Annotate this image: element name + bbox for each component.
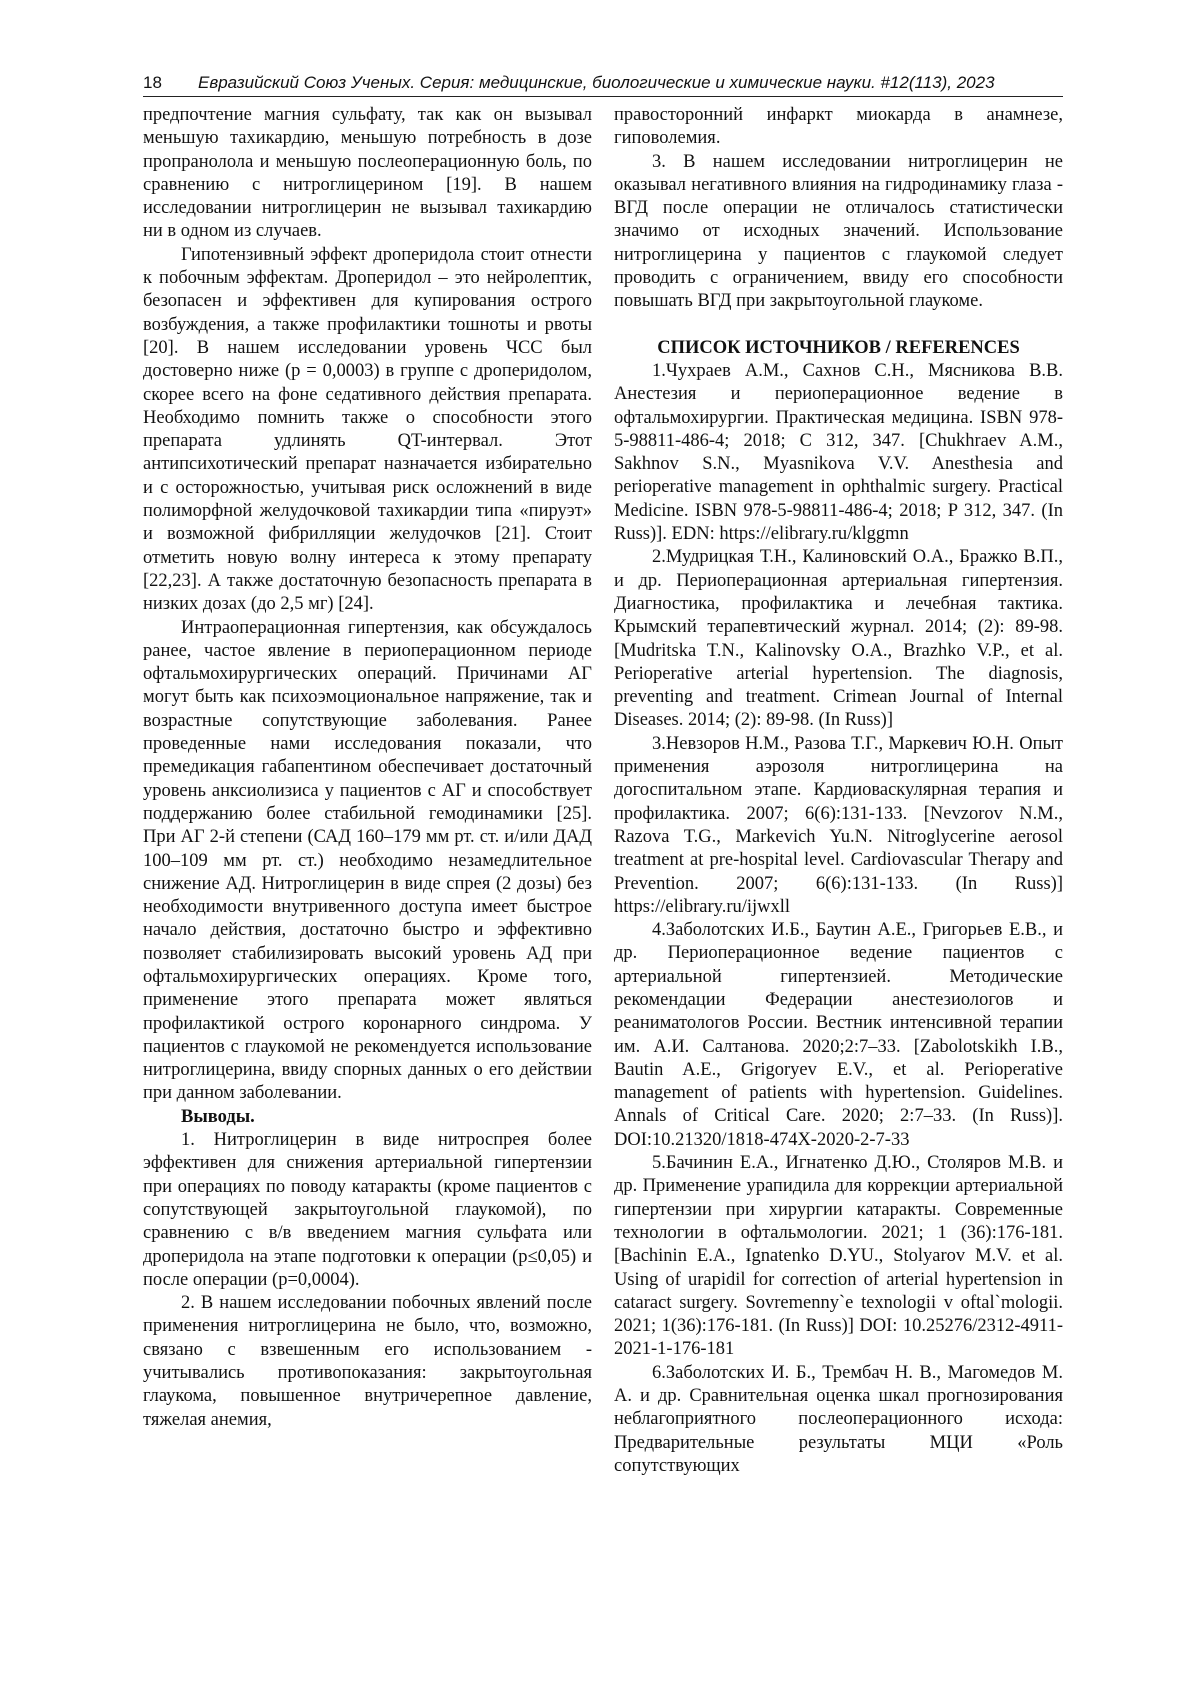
right-column [614, 104, 1063, 1478]
reference-item: 3.Невзоров Н.М., Разова Т.Г., Маркевич Ю.Н. Опыт применения аэрозоля нитроглицерина на догоспитальном этапе. Кардиоваскулярная терапия и профилактика. 2007; 6(6):131-133. [Nevzorov N.M., Razova T.G., Markevich Yu.N. Nitroglycerine aerosol treatment at pre-hospital level. Cardiovascular Therapy and Prevention. 2007; 6(6):131-133. (In Russ)] https://elibrary.ru/ijwxll [614, 733, 1063, 919]
conclusion-item: 1. Нитроглицерин в виде нитроспрея более эффективен для снижения артериальной гипертензии при операциях по поводу катаракты (кроме пациентов с сопутствующей закрытоугольной глаукомой), по сравнению с в/в введением магния сульфата или дроперидола на этапе подготовки к операции (p≤0,05) и после операции (p=0,0004). [143, 1129, 592, 1292]
body-paragraph: Гипотензивный эффект дроперидола стоит отнести к побочным эффектам. Дроперидол – это нейролептик, безопасен и эффективен для купирования острого возбуждения, а также профилактики тошноты и рвоты [20]. В нашем исследовании уровень ЧСС был достоверно ниже (p = 0,0003) в группе с дроперидолом, скорее всего на фоне седативного действия препарата. Необходимо помнить также о способности этого препарата удлинять QT-интервал. Этот антипсихотический препарат назначается избирательно и с осторожностью, учитывая риск осложнений в виде полиморфной желудочковой тахикардии типа «пируэт» и возможной фибрилляции желудочков [21]. Стоит отметить новую волну интереса к этому препарату [22,23]. А также достаточную безопасность препарата в низких дозах (до 2,5 мг) [24]. [143, 244, 592, 617]
reference-item: 1.Чухраев А.М., Сахнов С.Н., Мясникова В.В. Анестезия и периоперационное ведение в офтальмохирургии. Практическая медицина. ISBN 978-5-98811-486-4; 2018; С 312, 347. [Chukhraev A.M., Sakhnov S.N., Myasnikova V.V. Anesthesia and perioperative management in ophthalmic surgery. Practical Medicine. ISBN 978-5-98811-486-4; 2018; P 312, 347. (In Russ)]. EDN: https://elibrary.ru/klggmn [614, 360, 1063, 546]
body-paragraph: Интраоперационная гипертензия, как обсуждалось ранее, частое явление в периоперационном периоде офтальмохирургических операций. Причинами АГ могут быть как психоэмоциональное напряжение, так и возрастные сопутствующие заболевания. Ранее проведенные нами исследования показали, что премедикация габапентином обеспечивает достаточный уровень анксиолизиса у пациентов с АГ и способствует поддержанию более стабильной гемодинамики [25]. При АГ 2-й степени (САД 160–179 мм рт. ст. и/или ДАД 100–109 мм рт. ст.) необходимо незамедлительное снижение АД. Нитроглицерин в виде спрея (2 дозы) без необходимости внутривенного доступа имеет быстрое начало действия, достаточно быстро и эффективно позволяет стабилизировать высокий уровень АД при офтальмохирургических операциях. Кроме того, применение этого препарата может являться профилактикой острого коронарного синдрома. У пациентов с глаукомой не рекомендуется использование нитроглицерина, ввиду спорных данных о его действии при данном заболевании. [143, 617, 592, 1106]
reference-item: 5.Бачинин Е.А., Игнатенко Д.Ю., Столяров М.В. и др. Применение урапидила для коррекции артериальной гипертензии при хирургии катаракты. Современные технологии в офтальмологии. 2021; 1 (36):176-181. [Bachinin E.A., Ignatenko D.YU., Stolyarov M.V. et al. Using of urapidil for correction of arterial hypertension in cataract surgery. Sovremenny`e texnologii v oftal`mologii. 2021; 1(36):176-181. (In Russ)] DOI: 10.25276/2312-4911-2021-1-176-181 [614, 1152, 1063, 1362]
references-title: СПИСОК ИСТОЧНИКОВ / REFERENCES [614, 337, 1063, 360]
reference-item: 6.Заболотских И. Б., Трембач Н. В., Магомедов М. А. и др. Сравнительная оценка шкал прогнозирования неблагоприятного послеоперационного исхода: Предварительные результаты МЦИ «Роль сопутствующих [614, 1362, 1063, 1478]
conclusions-heading: Выводы. [143, 1106, 592, 1129]
page-number: 18 [143, 72, 198, 94]
body-paragraph: предпочтение магния сульфату, так как он вызывал меньшую тахикардию, меньшую потребность в дозе пропранолола и меньшую послеоперационную боль, по сравнению с нитроглицерином [19]. В нашем исследовании нитроглицерин не вызывал тахикардию ни в одном из случаев. [143, 104, 592, 244]
header-rule [143, 96, 1063, 97]
journal-page [0, 0, 1200, 1697]
reference-item: 2.Мудрицкая Т.Н., Калиновский О.А., Бражко В.П., и др. Периоперационная артериальная гипертензия. Диагностика, профилактика и лечебная тактика. Крымский терапевтический журнал. 2014; (2): 89-98. [Mudritska T.N., Kalinovsky O.A., Brazhko V.P., et al. Perioperative arterial hypertension. The diagnosis, preventing and treatment. Crimean Journal of Internal Diseases. 2014; (2): 89-98. (In Russ)] [614, 546, 1063, 732]
body-paragraph: правосторонний инфаркт миокарда в анамнезе, гиповолемия. [614, 104, 1063, 151]
reference-item: 4.Заболотских И.Б., Баутин А.Е., Григорьев Е.В., и др. Периоперационное ведение пациентов с артериальной гипертензией. Методические рекомендации Федерации анестезиологов и реаниматологов России. Вестник интенсивной терапии им. А.И. Салтанова. 2020;2:7–33. [Zabolotskikh I.B., Bautin A.E., Grigoryev E.V., et al. Perioperative management of patients with hypertension. Guidelines. Annals of Critical Care. 2020; 2:7–33. (In Russ)]. DOI:10.21320/1818-474X-2020-2-7-33 [614, 919, 1063, 1152]
conclusion-item: 3. В нашем исследовании нитроглицерин не оказывал негативного влияния на гидродинамику глаза - ВГД после операции не отличалось статистически значимо от исходных значений. Использование нитроглицерина у пациентов с глаукомой следует проводить с ограничением, ввиду его способности повышать ВГД при закрытоугольной глаукоме. [614, 151, 1063, 314]
journal-title: Евразийский Союз Ученых. Серия: медицинские, биологические и химические науки. #12(113), 2023 [198, 73, 995, 92]
left-column [143, 104, 592, 1432]
conclusion-item: 2. В нашем исследовании побочных явлений после применения нитроглицерина не было, что, возможно, связано с взвешенным его использованием - учитывались противопоказания: закрытоугольная глаукома, повышенное внутричерепное давление, тяжелая анемия, [143, 1292, 592, 1432]
running-header [143, 72, 1063, 94]
